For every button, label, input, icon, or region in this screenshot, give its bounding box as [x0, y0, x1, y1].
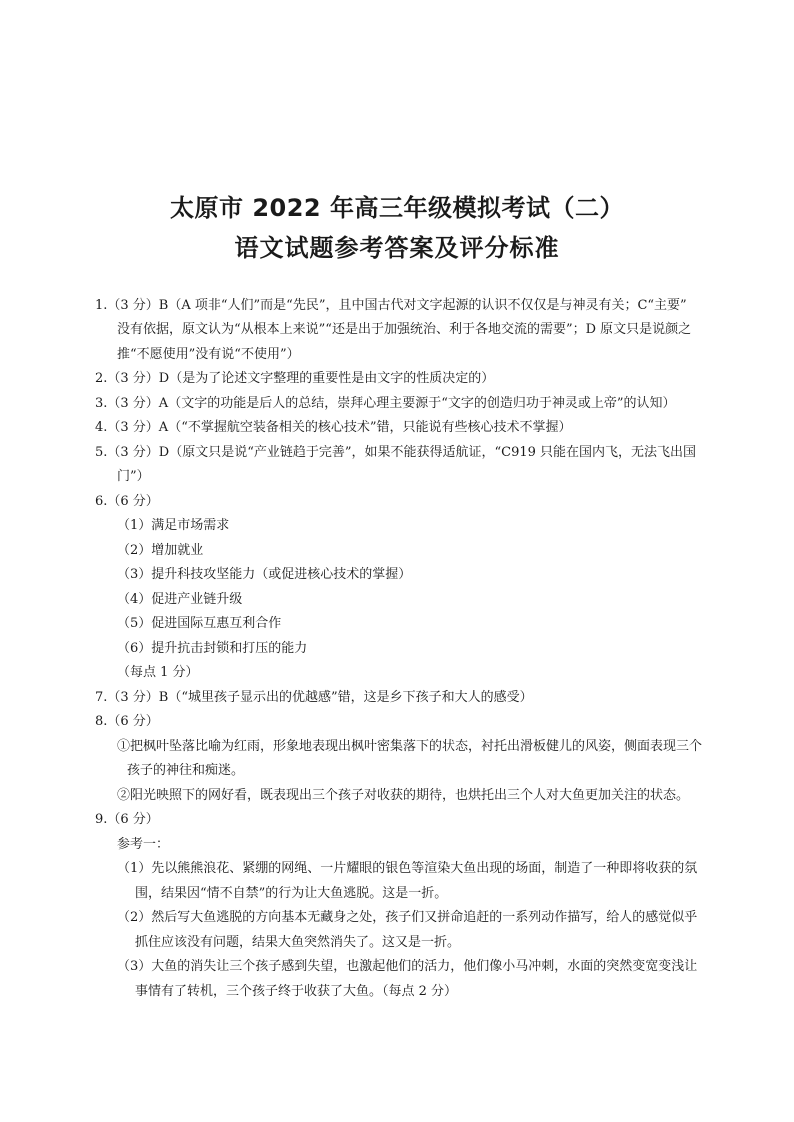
- answer-9-line: 事情有了转机，三个孩子终于收获了大鱼。（每点 2 分）: [135, 984, 458, 999]
- answer-6-point: （4）促进产业链升级: [117, 592, 243, 607]
- answer-8-line: ①把枫叶坠落比喻为红雨，形象地表现出枫叶密集落下的状态，衬托出滑板健儿的风姿，侧面表现三个: [117, 739, 703, 754]
- exam-subtitle: 语文试题参考答案及评分标准: [234, 234, 560, 262]
- answer-2: 2.（3 分）D（是为了论述文字整理的重要性是由文字的性质决定的）: [95, 371, 495, 386]
- answer-6-point: （2）增加就业: [117, 543, 204, 558]
- answer-9-line: 抓住应该没有问题，结果大鱼突然消失了。这又是一折。: [135, 935, 461, 950]
- answer-8-line: ②阳光映照下的网好看，既表现出三个孩子对收获的期待，也烘托出三个人对大鱼更加关注的状态。: [117, 788, 690, 803]
- answer-6-point: （1）满足市场需求: [117, 518, 230, 533]
- answer-5-line-2: 门”）: [117, 469, 150, 484]
- answer-3: 3.（3 分）A（文字的功能是后人的总结，崇拜心理主要源于“文字的创造归功于神灵或上帝”的认知）: [95, 396, 676, 411]
- answer-5-line-1: 5.（3 分）D（原文只是说“产业链趋于完善”，如果不能获得适航证，“C919 只能在国内飞，无法飞出国: [95, 445, 697, 460]
- answer-9-line: （2）然后写大鱼逃脱的方向基本无藏身之处，孩子们又拼命追赶的一系列动作描写，给人的感觉似乎: [117, 910, 698, 925]
- answer-7: 7.（3 分）B（“城里孩子显示出的优越感”错，这是乡下孩子和大人的感受）: [95, 690, 533, 705]
- answer-9-line: 围，结果因“情不自禁”的行为让大鱼逃脱。这是一折。: [135, 886, 448, 901]
- answer-6-point: （5）促进国际互惠互利合作: [117, 616, 282, 631]
- answer-1-line-1: 1.（3 分）B（A 项非“人们”而是“先民”，且中国古代对文字起源的认识不仅仅是与神灵有关；C“主要”: [95, 298, 687, 313]
- exam-title: 太原市 2022 年高三年级模拟考试（二）: [169, 194, 624, 222]
- answer-9-line: （1）先以熊熊浪花、紧绷的网绳、一片耀眼的银色等渲染大鱼出现的场面，制造了一种即将收获的氛: [117, 861, 698, 876]
- answer-1-line-3: 推“不愿使用”没有说“不使用”）: [117, 347, 300, 362]
- answer-1-line-2: 没有依据，原文认为“从根本上来说”“还是出于加强统治、利于各地交流的需要”；D 原文只是说颜之: [117, 322, 692, 337]
- answer-9-head: 9.（6 分）: [95, 812, 159, 827]
- answer-6-note: （每点 1 分）: [117, 665, 199, 680]
- answer-9-line: （3）大鱼的消失让三个孩子感到失望，也激起他们的活力，他们像小马冲刺，水面的突然变宽变浅让: [117, 959, 698, 974]
- answer-6-point: （3）提升科技攻坚能力（或促进核心技术的掌握）: [117, 567, 412, 582]
- answer-8-line: 孩子的神往和痴迷。: [127, 763, 245, 778]
- answer-4: 4.（3 分）A（“不掌握航空装备相关的核心技术”错，只能说有些核心技术不掌握）: [95, 420, 572, 435]
- answer-6-point: （6）提升抗击封锁和打压的能力: [117, 641, 308, 656]
- answer-6-head: 6.（6 分）: [95, 494, 159, 509]
- answer-8-head: 8.（6 分）: [95, 714, 159, 729]
- answer-9-reference-label: 参考一：: [117, 837, 170, 852]
